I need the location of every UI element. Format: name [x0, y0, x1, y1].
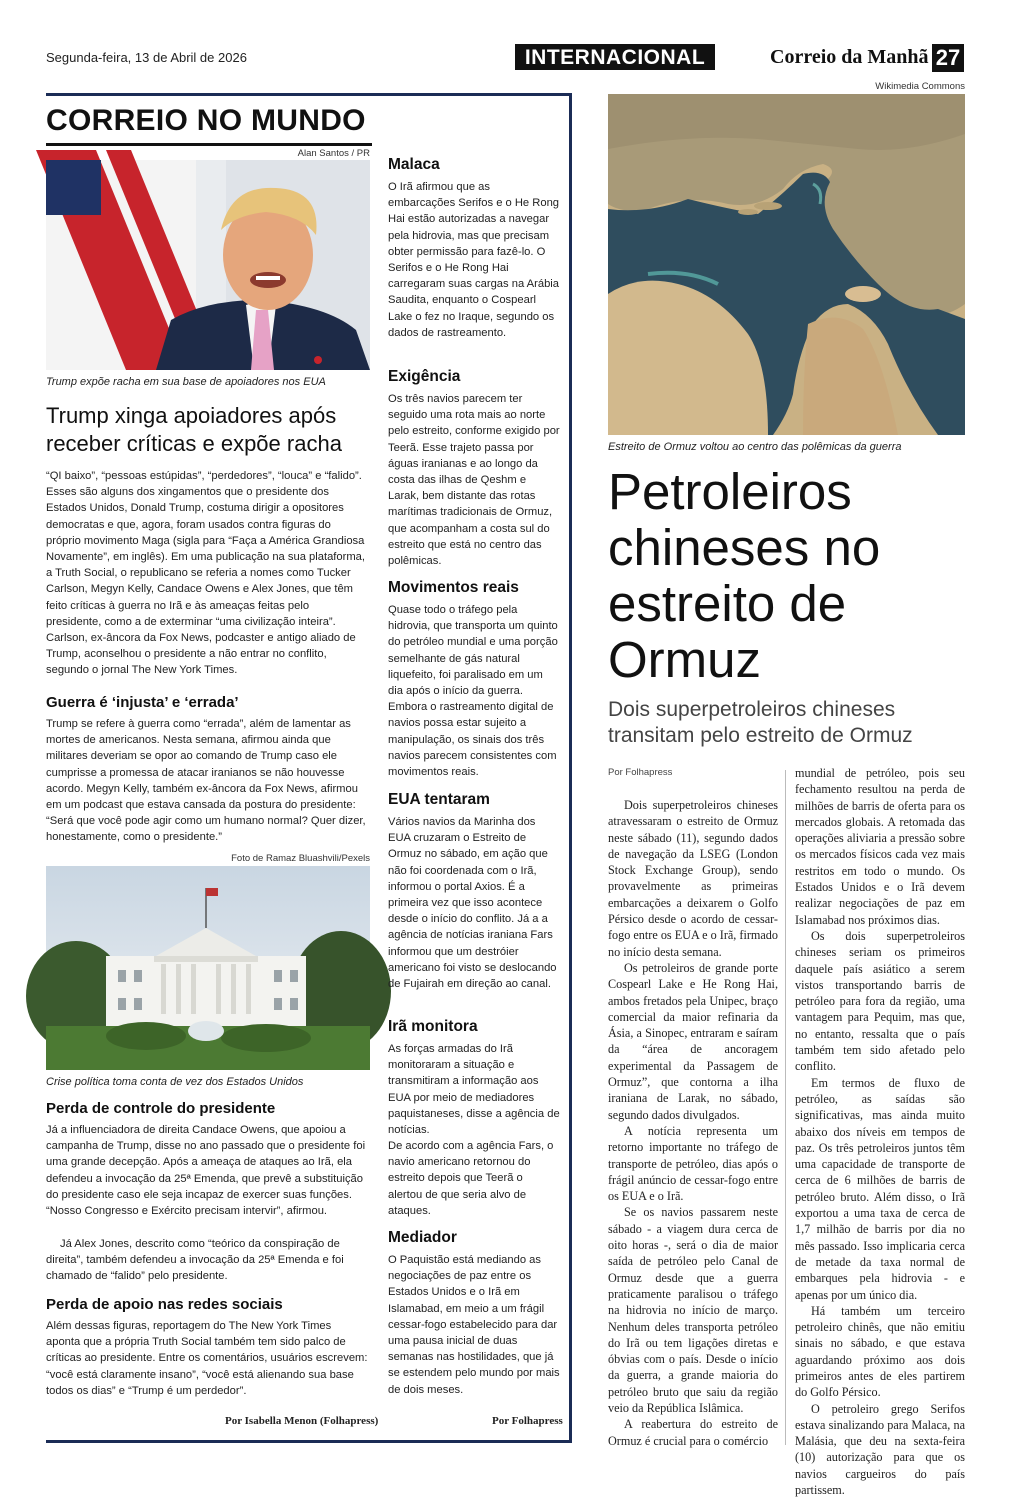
article-paragraph: A notícia representa um retorno importante no tráfego de transporte de petróleo, dias após o frágil anúncio de cessar-fogo entre os EUA e o Irã. — [608, 1123, 778, 1204]
hormuz-satellite-photo — [608, 94, 965, 435]
box-intro: “QI baixo”, “pessoas estúpidas”, “perdedores”, “louca” e “falido”. Esses são alguns dos xingamentos que o presidente dos Estados Unidos, Donald Trump, costuma dirigir a opositores democratas e que, agora, foram usados contra figuras do próprio movimento Maga (sigla para “Faça a América Grandiosa Novamente”, em inglês). Em uma publicação na sua plataforma, a Truth Social, o republicano se referia a nomes como Tucker Carlson, Megyn Kelly, Candace Owens e Alex Jones, que têm feito críticas à guerra no Irã e às ameaças feitas pelo presidente, como a de exterminar “uma civilização inteira”. Carlson, ex-âncora da Fox News, podcaster e antigo aliado de Trump, aconselhou o presidente a não entrar no conflito, segundo o jornal The New York Times. — [46, 470, 365, 677]
photo2-credit: Foto de Ramaz Bluashvili/Pexels — [231, 853, 370, 864]
mid-subhead-ira: Irã monitora — [388, 1018, 478, 1035]
article-paragraph: Os dois superpetroleiros chineses seriam os primeiros daquele país asiático a serem vistos transportando barris de petróleo para fora da região, uma vantagem para Pequim, mas que, no entanto, ressalta que o país também tem sido afetado pelo conflito. — [795, 928, 965, 1074]
mid-text-malaca: O Irã afirmou que as embarcações Serifos e o He Rong Hai estão autorizadas a navegar pela hidrovia, mas que precisam obter permissão para fazê-lo. O Serifos e o He Rong Hai carregaram suas cargas na Arábia Saudita, enquanto o Cospearl Lake o fez no Iraque, segundo os dados de rastreamento. — [388, 181, 560, 339]
column-divider — [785, 770, 786, 1445]
article-column-1 — [608, 797, 778, 1449]
box-sub2-text-2: Já Alex Jones, descrito como “teórico da conspiração de direita”, também defendeu a invocação da 25ª Emenda e foi chamado de “falido” pelo presidente. — [46, 1238, 344, 1283]
main-deck: Dois superpetroleiros chineses transitam pelo estreito de Ormuz — [608, 698, 913, 747]
main-headline: Petroleiros chineses no estreito de Ormuz — [608, 463, 881, 688]
article-paragraph: Dois superpetroleiros chineses atravessaram o estreito de Ormuz neste sábado (11), segundo dados de navegação da LSEG (London Stock Exchange Group), sendo provavelmente as primeiras embarcações a deixarem o Golfo Pérsico desde o acordo de cessar-fogo entre os EUA e o Irã, firmado no início desta semana. — [608, 798, 778, 959]
mid-subhead-exigencia: Exigência — [388, 368, 461, 385]
photo1-credit: Alan Santos / PR — [297, 148, 370, 159]
section-label: INTERNACIONAL — [515, 44, 715, 70]
mid-text-exigencia: Os três navios parecem ter seguido uma rota mais ao norte pelo estreito, conforme exigido por Teerã. Esse trajeto passa por águas iranianas e ao longo da costa das ilhas de Qeshm e Larak, bem distante das rotas marítimas tradicionais de Ormuz, que acompanham a costa sul do estreito que está no centro das polêmicas. — [388, 393, 560, 568]
article-paragraph: mundial de petróleo, pois seu fechamento resultou na perda de milhões de barris de oferta para os mercados globais. A retomada das operações aliviaria a pressão sobre os mercados físicos cada vez mais restritos em todo o mundo. Os Estados Unidos e o Irã devem realizar negociações de paz em Islamabad nos próximos dias. — [795, 766, 965, 927]
article-column-2 — [795, 765, 965, 1498]
box-subhead-2: Perda de controle do presidente — [46, 1100, 276, 1117]
box-sub2-text: Já a influenciadora de direita Candace Owens, que apoiou a campanha de Trump, disse no ano passado que o presidente foi uma grande decepção. Após a ameaça de ataques ao Irã, ela defendeu a invocação da 25ª Emenda, que prevê a substituição do presidente caso ele seja incapaz de exercer suas funções. “Nosso Congresso e Exército precisam intervir”, afirmou. — [46, 1124, 366, 1218]
article-paragraph: A reabertura do estreito de Ormuz é crucial para o comércio — [608, 1417, 778, 1448]
map-caption: Estreito de Ormuz voltou ao centro das polêmicas da guerra — [608, 441, 902, 453]
mid-text-eua: Vários navios da Marinha dos EUA cruzaram o Estreito de Ormuz no sábado, em ação que não foi coordenada com o Irã, informou o portal Axios. É a primeira vez que isso acontece desde o início do conflito. Já a a agência de notícias iraniana Fars informou que um destróier americano foi visto se deslocando de Fujairah em direção ao canal. — [388, 816, 557, 991]
mid-text-movimentos: Quase todo o tráfego pela hidrovia, que transporta um quinto do petróleo mundial e uma porção semelhante de gás natural liquefeito, foi paralisado em um dia após o início da guerra. Embora o rastreamento digital de navios possa estar sujeito a manipulação, os sinais dos três navios parecem consistentes com movimentos reais. — [388, 604, 558, 779]
article-paragraph: Os petroleiros de grande porte Cospearl Lake e He Rong Hai, ambos fretados pela Unipec, braço comercial da maior refinaria da Ásia, a Sinopec, entraram e saíram da “área de ancoragem experimental da Passagem de Ormuz”, que contorna a ilha iraniana de Larak, no sábado, segundo dados divulgados. — [608, 960, 778, 1122]
box-sub3-text: Além dessas figuras, reportagem do The New York Times aponta que a própria Truth Social também tem sido palco de críticas ao presidente. Entre os comentários, usuários escrevem: “você está claramente insano”, “você está alienando sua base todos os dias” e “Trump é um perdedor”. — [46, 1320, 368, 1397]
box-title-rule — [46, 143, 372, 146]
map-credit: Wikimedia Commons — [875, 81, 965, 92]
mid-subhead-malaca: Malaca — [388, 156, 440, 173]
trump-photo — [46, 160, 370, 370]
box-right-rule — [569, 93, 572, 1443]
edition-date: Segunda-feira, 13 de Abril de 2026 — [46, 50, 247, 65]
box-subhead-3: Perda de apoio nas redes sociais — [46, 1296, 283, 1313]
main-byline: Por Folhapress — [608, 767, 673, 778]
mid-text-ira-2: De acordo com a agência Fars, o navio americano retornou do estreito depois que Teerã o alertou de que seria alvo de ataques. — [388, 1140, 554, 1217]
box-title: CORREIO NO MUNDO — [46, 104, 366, 137]
mid-subhead-movimentos: Movimentos reais — [388, 579, 519, 596]
box-bottom-rule — [46, 1440, 572, 1443]
box-byline: Por Isabella Menon (Folhapress) — [225, 1415, 379, 1427]
box-top-rule — [46, 93, 572, 96]
article-paragraph: Há também um terceiro petroleiro chinês, que não emitiu sinais no sábado, e que estava aguardando próximo aos dois primeiros antes de eles partirem do Golfo Pérsico. — [795, 1303, 965, 1400]
box-subhead-1: Guerra é ‘injusta’ e ‘errada’ — [46, 694, 239, 711]
article-paragraph: Se os navios passarem neste sábado - a viagem dura cerca de oito horas -, será o dia de maior saída de petróleo pelo Canal de Ormuz desde que a guerra praticamente paralisou o tráfego na hidrovia no início de março. Nenhum deles transporta petróleo do Irã ou tem ligações diretas e óbvias com o país. Desde o início da guerra, a grande maioria do petróleo bruto que saiu da região veio da República Islâmica. — [608, 1205, 778, 1415]
box-headline: Trump xinga apoiadores após receber críticas e expõe racha — [46, 403, 342, 456]
paper-name: Correio da Manhã — [770, 46, 929, 68]
mid-byline: Por Folhapress — [492, 1415, 563, 1427]
page-number: 27 — [932, 44, 964, 72]
mid-subhead-eua: EUA tentaram — [388, 791, 490, 808]
photo1-caption: Trump expõe racha em sua base de apoiadores nos EUA — [46, 376, 326, 388]
article-paragraph: O petroleiro grego Serifos estava sinalizando para Malaca, na Malásia, que deu na sexta-feira (10) autorização para que os navios cargueiros do país partissem. — [795, 1401, 965, 1498]
article-paragraph: Em termos de fluxo de petróleo, as saídas são significativas, mas ainda muito abaixo dos níveis em tempos de paz. Os três petroleiros juntos têm uma capacidade de transporte de cerca de 6 milhões de barris de petróleo bruto. Além disso, o Irã exportou a uma taxa de cerca de 1,7 milhão de barris por dia no mês passado. Isso implicaria cerca de metade da taxa normal de embarques pela hidrovia - e apenas por um único dia. — [795, 1075, 965, 1302]
white-house-photo — [46, 866, 370, 1070]
mid-text-mediador: O Paquistão está mediando as negociações de paz entre os Estados Unidos e o Irã em Islamabad, em meio a um frágil cessar-fogo estabelecido para dar uma pausa inicial de duas semanas nas hostilidades, que já se estendem pelo mundo por mais de dois meses. — [388, 1254, 560, 1396]
box-sub1-text: Trump se refere à guerra como “errada”, além de lamentar as mortes de americanos. Nesta semana, afirmou ainda que militares deveriam se opor ao comando de Trump caso ele cumprisse a promessa de atacar iranianos se não houvesse acordo. Megyn Kelly, também ex-âncora da Fox News, afirmou em um podcast que estava cansada da postura do presidente: “Será que você pode agir como um humano normal? Quer dizer, honestamente, como o presidente.” — [46, 718, 366, 844]
photo2-caption: Crise política toma conta de vez dos Estados Unidos — [46, 1076, 304, 1088]
mid-text-ira: As forças armadas do Irã monitoraram a situação e transmitiram a informação aos EUA por meio de mediadores paquistaneses, disse a agência de notícias. — [388, 1043, 560, 1137]
mid-subhead-mediador: Mediador — [388, 1229, 457, 1246]
